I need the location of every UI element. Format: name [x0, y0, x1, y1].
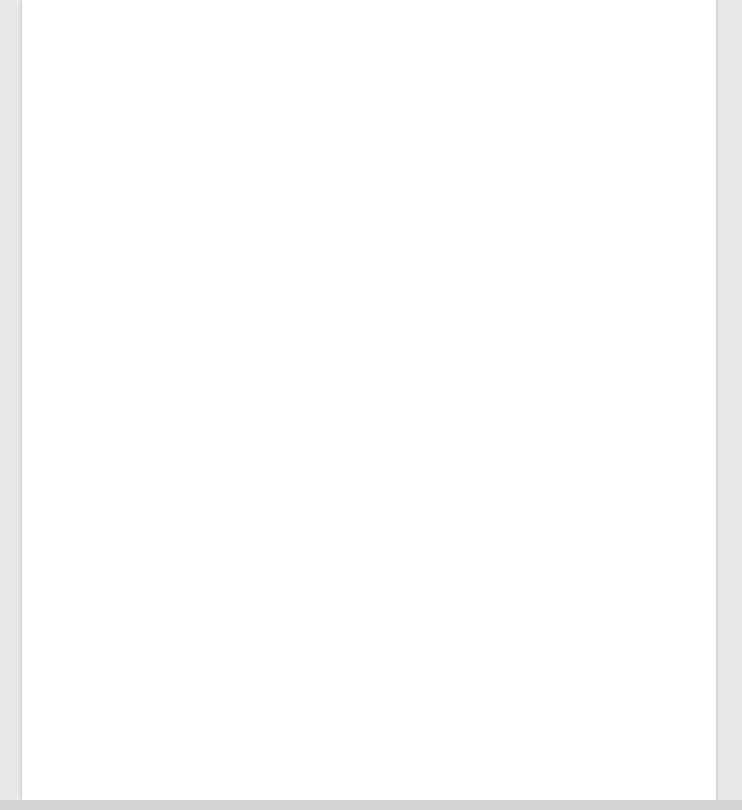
document-page	[22, 0, 716, 800]
requirement-item-skills	[60, 590, 80, 608]
requirement-item-education	[60, 500, 80, 518]
info-item-benefits	[60, 321, 80, 339]
contact-item-documents	[60, 650, 85, 668]
contact-item-phone	[60, 739, 85, 757]
duties-list	[84, 378, 684, 408]
info-item-leave	[60, 261, 80, 279]
requirement-item-experience	[60, 530, 80, 548]
duty-line	[84, 378, 684, 408]
info-item-start-date	[60, 232, 80, 250]
contact-item-email	[60, 679, 85, 697]
contact-item-apply	[60, 620, 85, 638]
info-item-location	[60, 203, 80, 221]
contact-item-person	[60, 709, 85, 727]
flower-border-bottom	[22, 768, 716, 800]
requirement-item-rules	[60, 560, 80, 578]
flower-border-top	[22, 0, 716, 80]
status-bar	[0, 800, 742, 810]
info-item-salary	[60, 291, 80, 309]
info-item-duties	[60, 350, 80, 368]
